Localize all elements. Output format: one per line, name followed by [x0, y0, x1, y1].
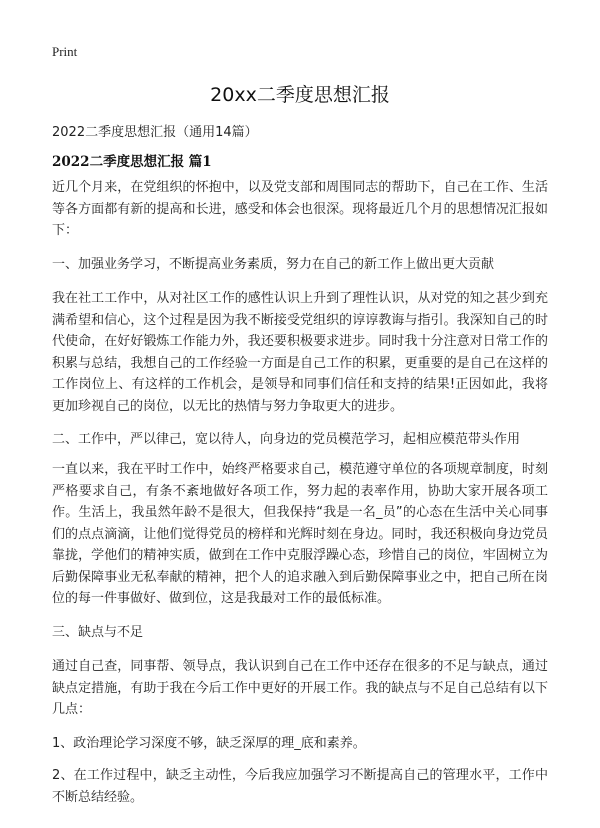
paragraph-heading-one: 一、加强业务学习，不断提高业务素质，努力在自己的新工作上做出更大贡献 [52, 257, 495, 272]
document-subtitle: 2022二季度思想汇报（通用14篇） [52, 125, 258, 140]
paragraph-body-three: 通过自己查，同事帮、领导点，我认识到自己在工作中还存在很多的不足与缺点，通过缺点定措施，有助于我在今后工作中更好的开展工作。我的缺点与不足自己总结有以下几点： [52, 659, 548, 717]
paragraph-heading-two: 二、工作中，严以律己，宽以待人，向身边的党员模范学习，起相应模范带头作用 [52, 432, 521, 447]
page-title: 20xx二季度思想汇报 [210, 84, 390, 106]
paragraph-body-one: 我在社工工作中，从对社区工作的感性认识上升到了理性认识，从对党的知之甚少到充满希望和信心，这个过程是因为我不断接受党组织的谆谆教诲与指引。我深知自己的时代使命，在好好锻炼工作能力外，我还要积极要求进步。同时我十分注意对日常工作的积累与总结，我想自己的工作经验一方面是自己工作的积累，更重要的是自己在这样的工作岗位上、有这样的工作机会，是领导和同事们信任和支持的结果!正因如此，我将更加珍视自己的岗位，以无比的热情与努力争取更大的进步。 [52, 291, 548, 414]
paragraph-point-one: 1、政治理论学习深度不够，缺乏深厚的理_底和素养。 [52, 736, 366, 751]
paragraph-point-two: 2、在工作过程中，缺乏主动性，今后我应加强学习不断提高自己的管理水平，工作中不断总结经验。 [52, 768, 548, 805]
paragraph-body-two: 一直以来，我在平时工作中，始终严格要求自己，模范遵守单位的各项规章制度，时刻严格要求自己，有条不紊地做好各项工作，努力起的表率作用，协助大家开展各项工作。生活上，我虽然年龄不是很大，但我保持“我是一名_员”的心态在生活中关心同事们的点点滴滴，让他们觉得党员的榜样和光辉时刻在身边。同时，我还积极向身边党员靠拢，学他们的精神实质，做到在工作中克服浮躁心态，珍惜自己的岗位，牢固树立为后勤保障事业无私奉献的精神，把个人的追求融入到后勤保障事业之中，把自己所在岗位的每一件事做好、做到位，这是我最对工作的最低标准。 [52, 462, 548, 606]
section-heading: 2022二季度思想汇报 篇1 [52, 154, 212, 170]
paragraph-intro: 近几个月来，在党组织的怀抱中，以及党支部和周围同志的帮助下，自己在工作、生活等各方面都有新的提高和长进，感受和体会也很深。现将最近几个月的思想情况汇报如下： [52, 180, 548, 238]
paragraph-heading-three: 三、缺点与不足 [52, 625, 144, 640]
print-link[interactable]: Print [52, 44, 78, 59]
